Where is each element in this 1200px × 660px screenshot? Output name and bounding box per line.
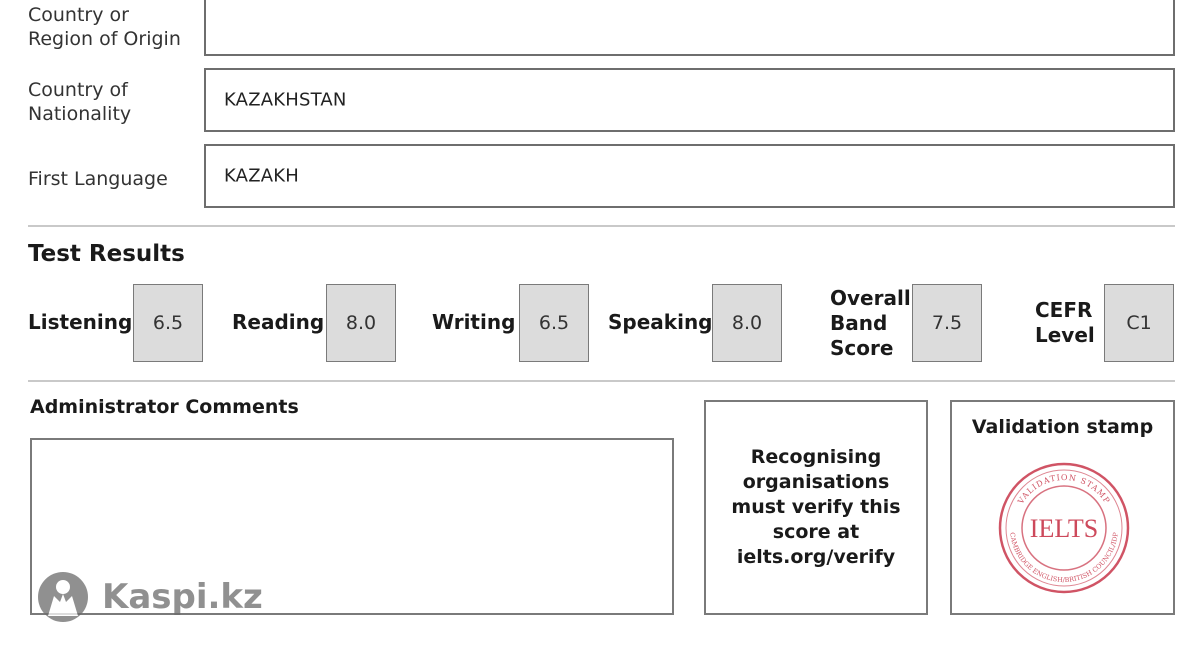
cefr-level-value: C1 [1104, 284, 1174, 362]
test-results-title: Test Results [28, 241, 185, 267]
reading-score: 8.0 [326, 284, 396, 362]
nationality-value: KAZAKHSTAN [224, 89, 347, 111]
validation-stamp-box [950, 400, 1175, 615]
origin-label: Country or Region of Origin [28, 4, 181, 50]
divider [28, 225, 1175, 227]
speaking-score: 8.0 [712, 284, 782, 362]
stamp-ring-bottom-text: CAMBRIDGE ENGLISH/BRITISH COUNCIL/IDP [1008, 531, 1120, 585]
divider [28, 380, 1175, 382]
writing-label: Writing [432, 310, 516, 334]
ielts-validation-stamp [996, 460, 1132, 596]
nationality-label: Country of Nationality [28, 79, 132, 125]
kaspi-watermark [36, 570, 263, 624]
stamp-ring-top-text: VALIDATION STAMP [1016, 472, 1112, 506]
verify-notice-text: Recognising organisations must verify this score at ielts.org/verify [731, 446, 901, 568]
origin-field [204, 0, 1175, 56]
reading-label: Reading [232, 310, 325, 334]
nationality-field [204, 68, 1175, 132]
listening-score: 6.5 [133, 284, 203, 362]
overall-band-label: Overall Band Score [830, 286, 911, 360]
verify-notice-box [704, 400, 928, 615]
writing-score: 6.5 [519, 284, 589, 362]
overall-band-score: 7.5 [912, 284, 982, 362]
first-language-value: KAZAKH [224, 165, 299, 187]
kaspi-logo-icon [36, 570, 90, 624]
validation-stamp-title: Validation stamp [971, 416, 1154, 438]
watermark-text: Kaspi.kz [102, 577, 263, 617]
first-language-label: First Language [28, 168, 168, 190]
stamp-center-text: IELTS [1029, 514, 1099, 543]
listening-label: Listening [28, 310, 133, 334]
speaking-label: Speaking [608, 310, 713, 334]
cefr-level-label: CEFR Level [1035, 298, 1095, 347]
admin-comments-title: Administrator Comments [30, 396, 299, 418]
first-language-field [204, 144, 1175, 208]
